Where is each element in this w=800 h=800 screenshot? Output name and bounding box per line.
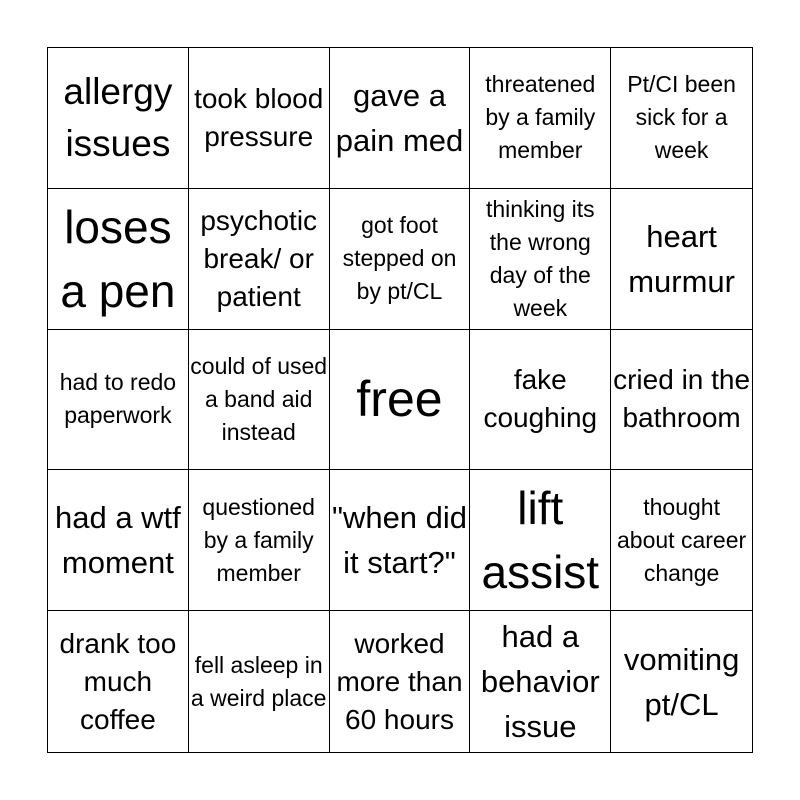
free-space-cell[interactable] (330, 330, 471, 471)
bingo-cell[interactable] (48, 470, 189, 611)
bingo-cell[interactable] (189, 330, 330, 471)
bingo-cell-text: cried in the bathroom (613, 364, 751, 434)
bingo-cell[interactable] (330, 48, 471, 189)
bingo-cell-text: heart murmur (628, 218, 735, 299)
bingo-cell[interactable] (189, 48, 330, 189)
bingo-cell[interactable] (470, 48, 611, 189)
bingo-cell-text: drank too much coffee (59, 627, 177, 735)
bingo-cell[interactable] (611, 611, 752, 752)
bingo-cell-text: could of used a band aid instead (190, 352, 328, 445)
bingo-cell-text: had a wtf moment (54, 500, 181, 581)
bingo-cell-text: lift assist (481, 482, 600, 599)
bingo-cell-text: fell asleep in a weird place (190, 651, 327, 711)
bingo-cell[interactable] (330, 189, 471, 330)
bingo-cell-text: thought about career change (617, 493, 747, 586)
bingo-cell[interactable] (470, 611, 611, 752)
bingo-cell[interactable] (48, 189, 189, 330)
bingo-cell[interactable] (48, 611, 189, 752)
bingo-cell[interactable] (330, 611, 471, 752)
free-space-text: free (356, 371, 443, 428)
bingo-cell-text: loses a pen (60, 200, 176, 317)
bingo-cell-text: threatened by a family member (485, 71, 596, 164)
bingo-cell-text: fake coughing (483, 364, 598, 434)
bingo-cell[interactable] (470, 189, 611, 330)
bingo-cell[interactable] (611, 48, 752, 189)
bingo-cell-text: got foot stepped on by pt/CL (342, 212, 457, 305)
bingo-cell-text: worked more than 60 hours (336, 627, 463, 735)
bingo-cell[interactable] (189, 189, 330, 330)
bingo-cell[interactable] (611, 189, 752, 330)
bingo-cell-text: took blood pressure (194, 82, 324, 152)
bingo-cell[interactable] (189, 470, 330, 611)
bingo-cell[interactable] (611, 330, 752, 471)
bingo-cell-text: had a behavior issue (480, 619, 600, 745)
bingo-cell[interactable] (470, 330, 611, 471)
bingo-cell[interactable] (48, 48, 189, 189)
bingo-cell-text: questioned by a family member (202, 493, 315, 586)
bingo-cell[interactable] (611, 470, 752, 611)
bingo-card (47, 47, 753, 753)
bingo-cell[interactable] (330, 470, 471, 611)
bingo-cell-text: Pt/CI been sick for a week (627, 71, 736, 164)
bingo-cell[interactable] (48, 330, 189, 471)
bingo-cell-text: had to redo paperwork (59, 369, 177, 429)
bingo-cell-text: "when did it start?" (331, 500, 468, 581)
bingo-cell-text: vomiting pt/CL (623, 641, 740, 722)
bingo-cell-text: gave a pain med (335, 77, 464, 158)
bingo-cell[interactable] (470, 470, 611, 611)
bingo-cell-text: allergy issues (63, 70, 173, 164)
bingo-cell-text: thinking its the wrong day of the week (485, 195, 595, 321)
bingo-cell[interactable] (189, 611, 330, 752)
bingo-cell-text: psychotic break/ or patient (200, 204, 318, 312)
